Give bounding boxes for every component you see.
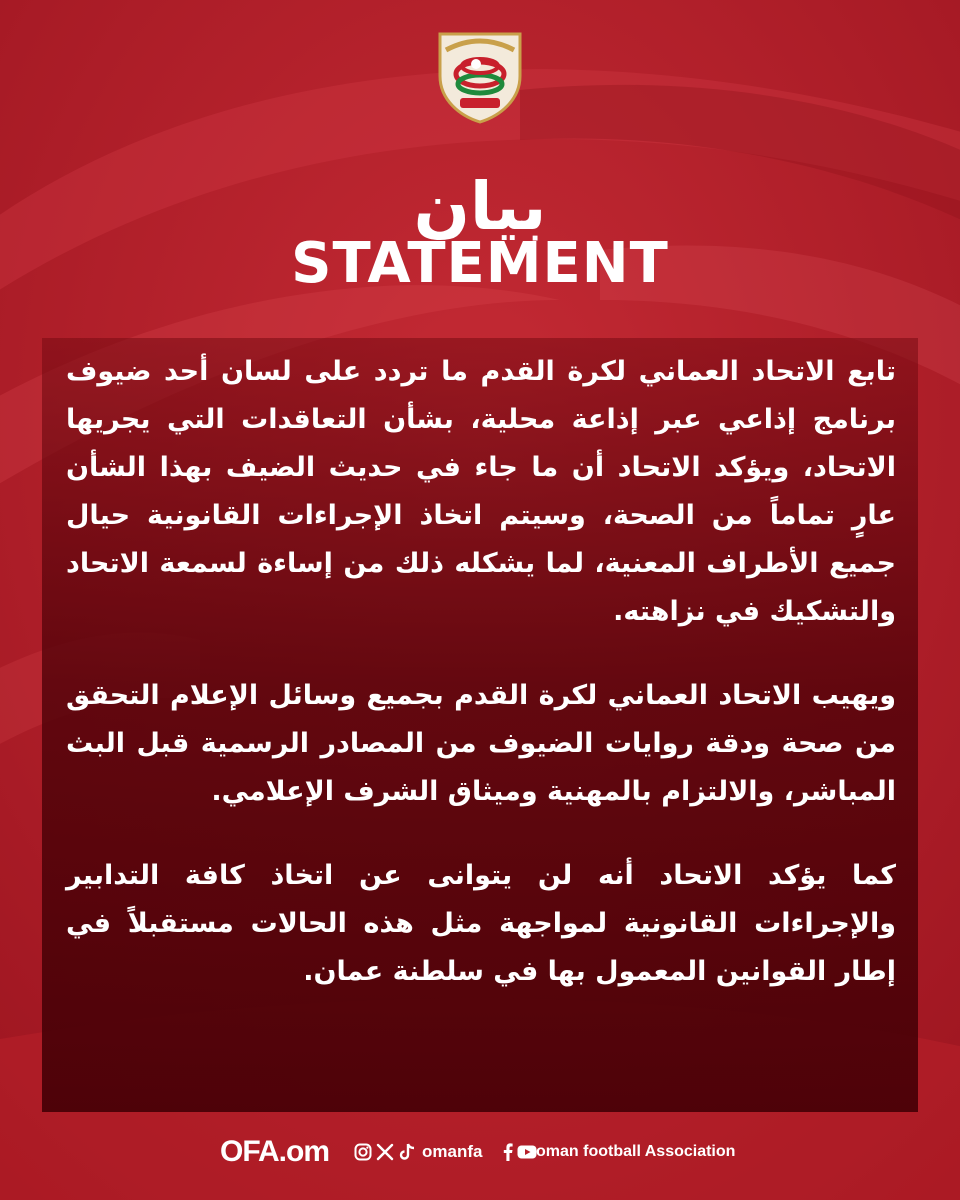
paragraph-3: كما يؤكد الاتحاد أنه لن يتوانى عن اتخاذ كافة التدابير والإجراءات القانونية لمواجهة مثل هذه الحالات مستقبلاً في إطار القوانين المعمول بها في سلطنة عمان. bbox=[66, 860, 896, 987]
title-english: STATEMENT bbox=[291, 231, 669, 296]
tiktok-icon[interactable] bbox=[399, 1143, 415, 1166]
footer-handle[interactable]: omanfa bbox=[422, 1142, 483, 1161]
ofa-crest-icon bbox=[436, 28, 524, 124]
instagram-icon[interactable] bbox=[354, 1143, 372, 1166]
youtube-icon[interactable] bbox=[517, 1144, 537, 1165]
footer-association: oman football Association bbox=[536, 1143, 736, 1160]
footer bbox=[0, 1132, 960, 1172]
x-icon[interactable] bbox=[376, 1143, 394, 1166]
footer-site-link[interactable]: OFA.om bbox=[220, 1135, 330, 1168]
social-icons-left bbox=[354, 1143, 415, 1161]
paragraph-1: تابع الاتحاد العماني لكرة القدم ما تردد على لسان أحد ضيوف برنامج إذاعي عبر إذاعة محلية، بشأن التعاقدات التي يجريها الاتحاد، ويؤكد الاتحاد أن ما جاء في حديث الضيف بهذا الشأن عارٍ تماماً من الصحة، وسيتم اتخاذ الإجراءات القانونية حيال جميع الأطراف المعنية، لما يشكله ذلك من إساءة لسمعة الاتحاد والتشكيك في نزاهته. bbox=[66, 356, 896, 627]
social-icons-right bbox=[503, 1143, 537, 1161]
facebook-icon[interactable] bbox=[503, 1143, 513, 1166]
paragraph-2: ويهيب الاتحاد العماني لكرة القدم بجميع وسائل الإعلام التحقق من صحة ودقة روايات الضيوف من المصادر الرسمية قبل البث المباشر، والالتزام بالمهنية وميثاق الشرف الإعلامي. bbox=[66, 680, 896, 807]
statement-body bbox=[66, 348, 896, 1098]
title-arabic: بيان bbox=[413, 168, 547, 245]
